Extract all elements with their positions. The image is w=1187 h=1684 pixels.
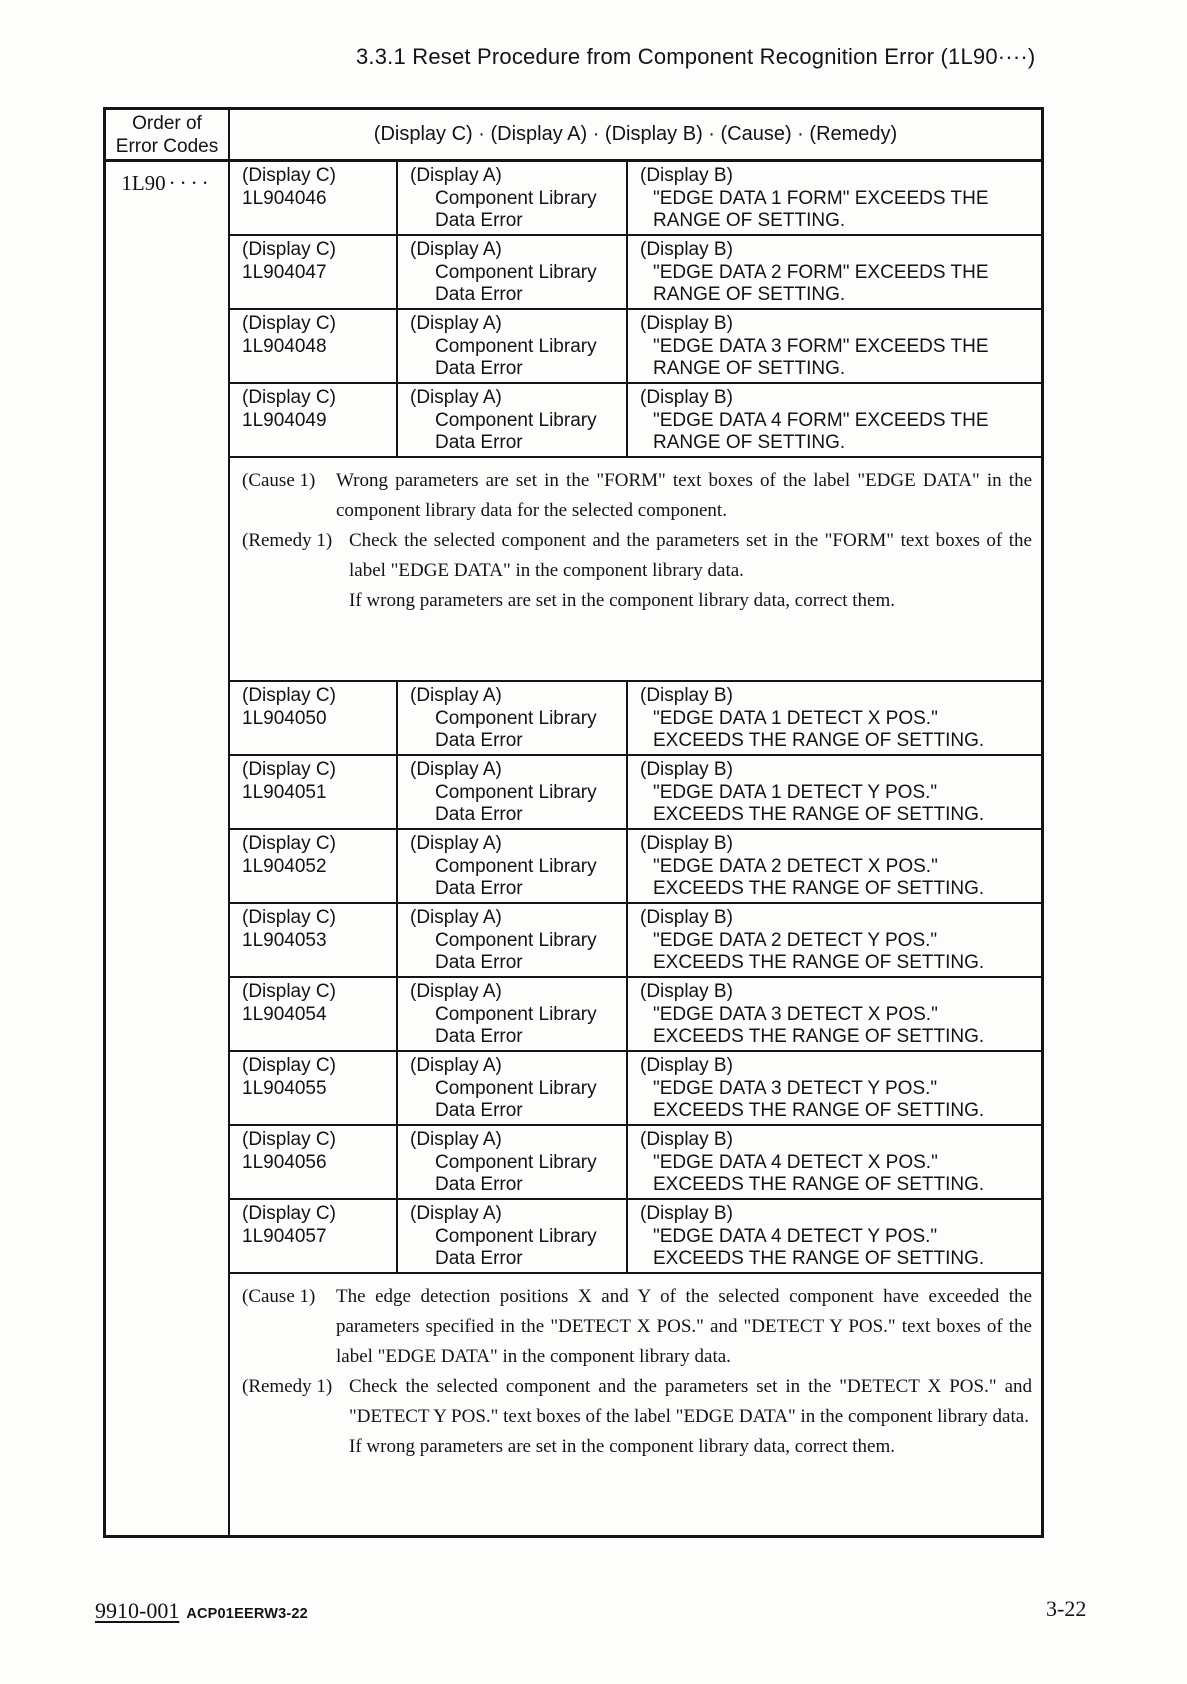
display-c-label: (Display C): [242, 239, 336, 260]
display-c-cell: [230, 756, 398, 828]
display-a-line2: Data Error: [435, 952, 523, 973]
display-c-code: 1L904049: [242, 409, 327, 431]
display-c-code: 1L904057: [242, 1225, 327, 1247]
footer-doc-code: ACP01EERW3-22: [186, 1606, 308, 1622]
display-b-line1: "EDGE DATA 4 DETECT Y POS.": [653, 1225, 938, 1247]
remedy-label: (Remedy 1): [242, 1376, 333, 1397]
display-b-line2: EXCEEDS THE RANGE OF SETTING.: [653, 1100, 985, 1121]
order-header-line2: Error Codes: [115, 135, 219, 157]
display-b-line1: "EDGE DATA 4 DETECT X POS.": [653, 1151, 938, 1173]
table-row: [230, 384, 1041, 458]
footer-page-number: 3-22: [1046, 1596, 1087, 1621]
display-c-label: (Display C): [242, 907, 336, 928]
error-code-table: [103, 107, 1044, 1538]
display-b-line1: "EDGE DATA 2 FORM" EXCEEDS THE: [653, 261, 989, 283]
error-rows-column: [230, 162, 1041, 1535]
cause-text: The edge detection positions X and Y of the selected component have exceeded the parameters specified in the "DETECT X POS." and "DETECT Y POS." text boxes of the label "EDGE DATA" in the component library data.: [336, 1286, 1032, 1367]
display-a-line2: Data Error: [435, 878, 523, 899]
display-b-line1: "EDGE DATA 1 FORM" EXCEEDS THE: [653, 187, 989, 209]
display-b-cell: [628, 310, 1041, 382]
table-row: [230, 236, 1041, 310]
display-b-line2: EXCEEDS THE RANGE OF SETTING.: [653, 952, 985, 973]
display-a-line1: Component Library: [435, 707, 597, 729]
display-c-label: (Display C): [242, 1203, 336, 1224]
remedy-label: (Remedy 1): [242, 530, 333, 551]
display-b-cell: [628, 682, 1041, 754]
display-c-cell: [230, 682, 398, 754]
display-b-cell: [628, 236, 1041, 308]
display-a-line1: Component Library: [435, 1077, 597, 1099]
display-a-cell: [398, 682, 628, 754]
order-of-error-codes-header: [106, 110, 230, 159]
display-b-label: (Display B): [640, 165, 733, 186]
display-c-label: (Display C): [242, 833, 336, 854]
display-a-cell: [398, 978, 628, 1050]
table-row: [230, 682, 1041, 756]
display-b-cell: [628, 830, 1041, 902]
display-a-cell: [398, 1200, 628, 1272]
display-a-line1: Component Library: [435, 1003, 597, 1025]
display-c-code: 1L904051: [242, 781, 327, 803]
display-a-line2: Data Error: [435, 1026, 523, 1047]
display-b-cell: [628, 1200, 1041, 1272]
display-b-line1: "EDGE DATA 2 DETECT Y POS.": [653, 929, 938, 951]
display-c-cell: [230, 384, 398, 456]
display-c-code: 1L904046: [242, 187, 327, 209]
table-header-row: [106, 110, 1041, 162]
display-a-line2: Data Error: [435, 210, 523, 231]
cause-paragraph: [242, 466, 1032, 526]
table-body: [106, 162, 1041, 1535]
display-b-cell: [628, 904, 1041, 976]
display-a-label: (Display A): [410, 387, 502, 408]
display-c-code: 1L904048: [242, 335, 327, 357]
display-a-cell: [398, 384, 628, 456]
table-row: [230, 904, 1041, 978]
display-b-label: (Display B): [640, 685, 733, 706]
page-title: 3.3.1 Reset Procedure from Component Recognition Error (1L90····): [356, 44, 1036, 69]
display-a-line1: Component Library: [435, 187, 597, 209]
remedy-text: Check the selected component and the parameters set in the "DETECT X POS." and "DETECT Y POS." text boxes of the label "EDGE DATA" in the component library data.: [349, 1376, 1032, 1427]
display-b-line1: "EDGE DATA 3 DETECT X POS.": [653, 1003, 938, 1025]
display-a-cell: [398, 162, 628, 234]
order-header-line1: Order of: [132, 112, 202, 134]
display-a-line2: Data Error: [435, 730, 523, 751]
display-a-label: (Display A): [410, 1129, 502, 1150]
table-row: [230, 310, 1041, 384]
display-b-cell: [628, 1126, 1041, 1198]
display-c-label: (Display C): [242, 387, 336, 408]
display-b-label: (Display B): [640, 239, 733, 260]
display-a-label: (Display A): [410, 833, 502, 854]
remedy-text: Check the selected component and the parameters set in the "FORM" text boxes of the label "EDGE DATA" in the component library data.: [349, 530, 1032, 581]
display-b-line1: "EDGE DATA 3 FORM" EXCEEDS THE: [653, 335, 989, 357]
display-b-label: (Display B): [640, 387, 733, 408]
table-row: [230, 830, 1041, 904]
display-a-cell: [398, 756, 628, 828]
display-b-line2: EXCEEDS THE RANGE OF SETTING.: [653, 878, 985, 899]
display-b-cell: [628, 384, 1041, 456]
error-code-dots: ····: [168, 171, 213, 195]
display-a-label: (Display A): [410, 1055, 502, 1076]
display-a-label: (Display A): [410, 981, 502, 1002]
display-b-label: (Display B): [640, 1129, 733, 1150]
display-c-code: 1L904056: [242, 1151, 327, 1173]
table-row: [230, 1200, 1041, 1274]
display-a-label: (Display A): [410, 1203, 502, 1224]
display-a-line1: Component Library: [435, 261, 597, 283]
display-c-code: 1L904047: [242, 261, 327, 283]
display-c-cell: [230, 978, 398, 1050]
display-a-label: (Display A): [410, 165, 502, 186]
display-c-code: 1L904054: [242, 1003, 327, 1025]
cause-text: Wrong parameters are set in the "FORM" text boxes of the label "EDGE DATA" in the component library data for the selected component.: [336, 470, 1032, 521]
cause-label: (Cause 1): [242, 470, 316, 491]
display-a-line1: Component Library: [435, 929, 597, 951]
table-row: [230, 978, 1041, 1052]
display-b-line2: RANGE OF SETTING.: [653, 432, 846, 453]
display-a-line2: Data Error: [435, 284, 523, 305]
display-b-line2: EXCEEDS THE RANGE OF SETTING.: [653, 804, 985, 825]
display-c-label: (Display C): [242, 1055, 336, 1076]
display-c-cell: [230, 1126, 398, 1198]
table-row: [230, 1126, 1041, 1200]
display-b-line2: EXCEEDS THE RANGE OF SETTING.: [653, 1248, 985, 1269]
display-c-cell: [230, 830, 398, 902]
display-a-label: (Display A): [410, 313, 502, 334]
display-a-label: (Display A): [410, 685, 502, 706]
displays-column-header: (Display C) · (Display A) · (Display B) · (Cause) · (Remedy): [373, 123, 898, 145]
display-b-line2: RANGE OF SETTING.: [653, 358, 846, 379]
display-c-cell: [230, 236, 398, 308]
display-b-label: (Display B): [640, 981, 733, 1002]
display-c-code: 1L904053: [242, 929, 327, 951]
display-c-label: (Display C): [242, 313, 336, 334]
footer-doc-number: 9910-001: [95, 1598, 180, 1623]
display-c-cell: [230, 1052, 398, 1124]
display-a-line2: Data Error: [435, 432, 523, 453]
display-a-label: (Display A): [410, 907, 502, 928]
display-a-line1: Component Library: [435, 781, 597, 803]
table-row: [230, 756, 1041, 830]
display-c-label: (Display C): [242, 759, 336, 780]
display-a-line1: Component Library: [435, 409, 597, 431]
display-c-label: (Display C): [242, 685, 336, 706]
display-b-line2: EXCEEDS THE RANGE OF SETTING.: [653, 1174, 985, 1195]
display-b-label: (Display B): [640, 833, 733, 854]
cause-paragraph: [242, 1282, 1032, 1372]
display-b-line2: RANGE OF SETTING.: [653, 210, 846, 231]
display-b-label: (Display B): [640, 1055, 733, 1076]
display-b-line1: "EDGE DATA 3 DETECT Y POS.": [653, 1077, 938, 1099]
display-c-cell: [230, 904, 398, 976]
display-c-code: 1L904052: [242, 855, 327, 877]
display-c-code: 1L904055: [242, 1077, 327, 1099]
display-a-line1: Component Library: [435, 335, 597, 357]
display-b-cell: [628, 756, 1041, 828]
display-a-line1: Component Library: [435, 1151, 597, 1173]
display-b-label: (Display B): [640, 759, 733, 780]
display-b-line2: RANGE OF SETTING.: [653, 284, 846, 305]
display-a-line2: Data Error: [435, 804, 523, 825]
display-b-line2: EXCEEDS THE RANGE OF SETTING.: [653, 730, 985, 751]
display-b-label: (Display B): [640, 1203, 733, 1224]
display-b-label: (Display B): [640, 313, 733, 334]
footer: [95, 1598, 308, 1624]
display-b-cell: [628, 1052, 1041, 1124]
display-c-cell: [230, 1200, 398, 1272]
display-a-cell: [398, 1052, 628, 1124]
remedy-continuation: If wrong parameters are set in the component library data, correct them.: [349, 590, 896, 611]
error-code-cell: [106, 162, 230, 1535]
display-a-cell: [398, 904, 628, 976]
display-a-line2: Data Error: [435, 1100, 523, 1121]
display-a-line1: Component Library: [435, 1225, 597, 1247]
display-b-line1: "EDGE DATA 2 DETECT X POS.": [653, 855, 938, 877]
display-b-line1: "EDGE DATA 1 DETECT X POS.": [653, 707, 938, 729]
display-b-line2: EXCEEDS THE RANGE OF SETTING.: [653, 1026, 985, 1047]
display-c-cell: [230, 162, 398, 234]
display-b-line1: "EDGE DATA 4 FORM" EXCEEDS THE: [653, 409, 989, 431]
display-a-cell: [398, 236, 628, 308]
error-code-prefix: 1L90: [121, 171, 166, 195]
remedy-continuation: If wrong parameters are set in the component library data, correct them.: [349, 1436, 896, 1457]
display-c-cell: [230, 310, 398, 382]
display-b-label: (Display B): [640, 907, 733, 928]
cause-label: (Cause 1): [242, 1286, 316, 1307]
display-a-cell: [398, 830, 628, 902]
remedy-paragraph: [242, 1372, 1032, 1432]
display-a-cell: [398, 310, 628, 382]
display-b-cell: [628, 978, 1041, 1050]
display-a-line1: Component Library: [435, 855, 597, 877]
display-c-label: (Display C): [242, 981, 336, 1002]
display-a-line2: Data Error: [435, 1174, 523, 1195]
display-a-label: (Display A): [410, 759, 502, 780]
cause-remedy-block: [230, 1274, 1041, 1535]
display-a-cell: [398, 1126, 628, 1198]
display-b-cell: [628, 162, 1041, 234]
display-c-code: 1L904050: [242, 707, 327, 729]
display-c-label: (Display C): [242, 165, 336, 186]
display-b-line1: "EDGE DATA 1 DETECT Y POS.": [653, 781, 938, 803]
table-row: [230, 162, 1041, 236]
display-a-line2: Data Error: [435, 1248, 523, 1269]
remedy-paragraph: [242, 526, 1032, 586]
table-row: [230, 1052, 1041, 1126]
display-c-label: (Display C): [242, 1129, 336, 1150]
cause-remedy-block: [230, 458, 1041, 682]
display-a-line2: Data Error: [435, 358, 523, 379]
display-a-label: (Display A): [410, 239, 502, 260]
